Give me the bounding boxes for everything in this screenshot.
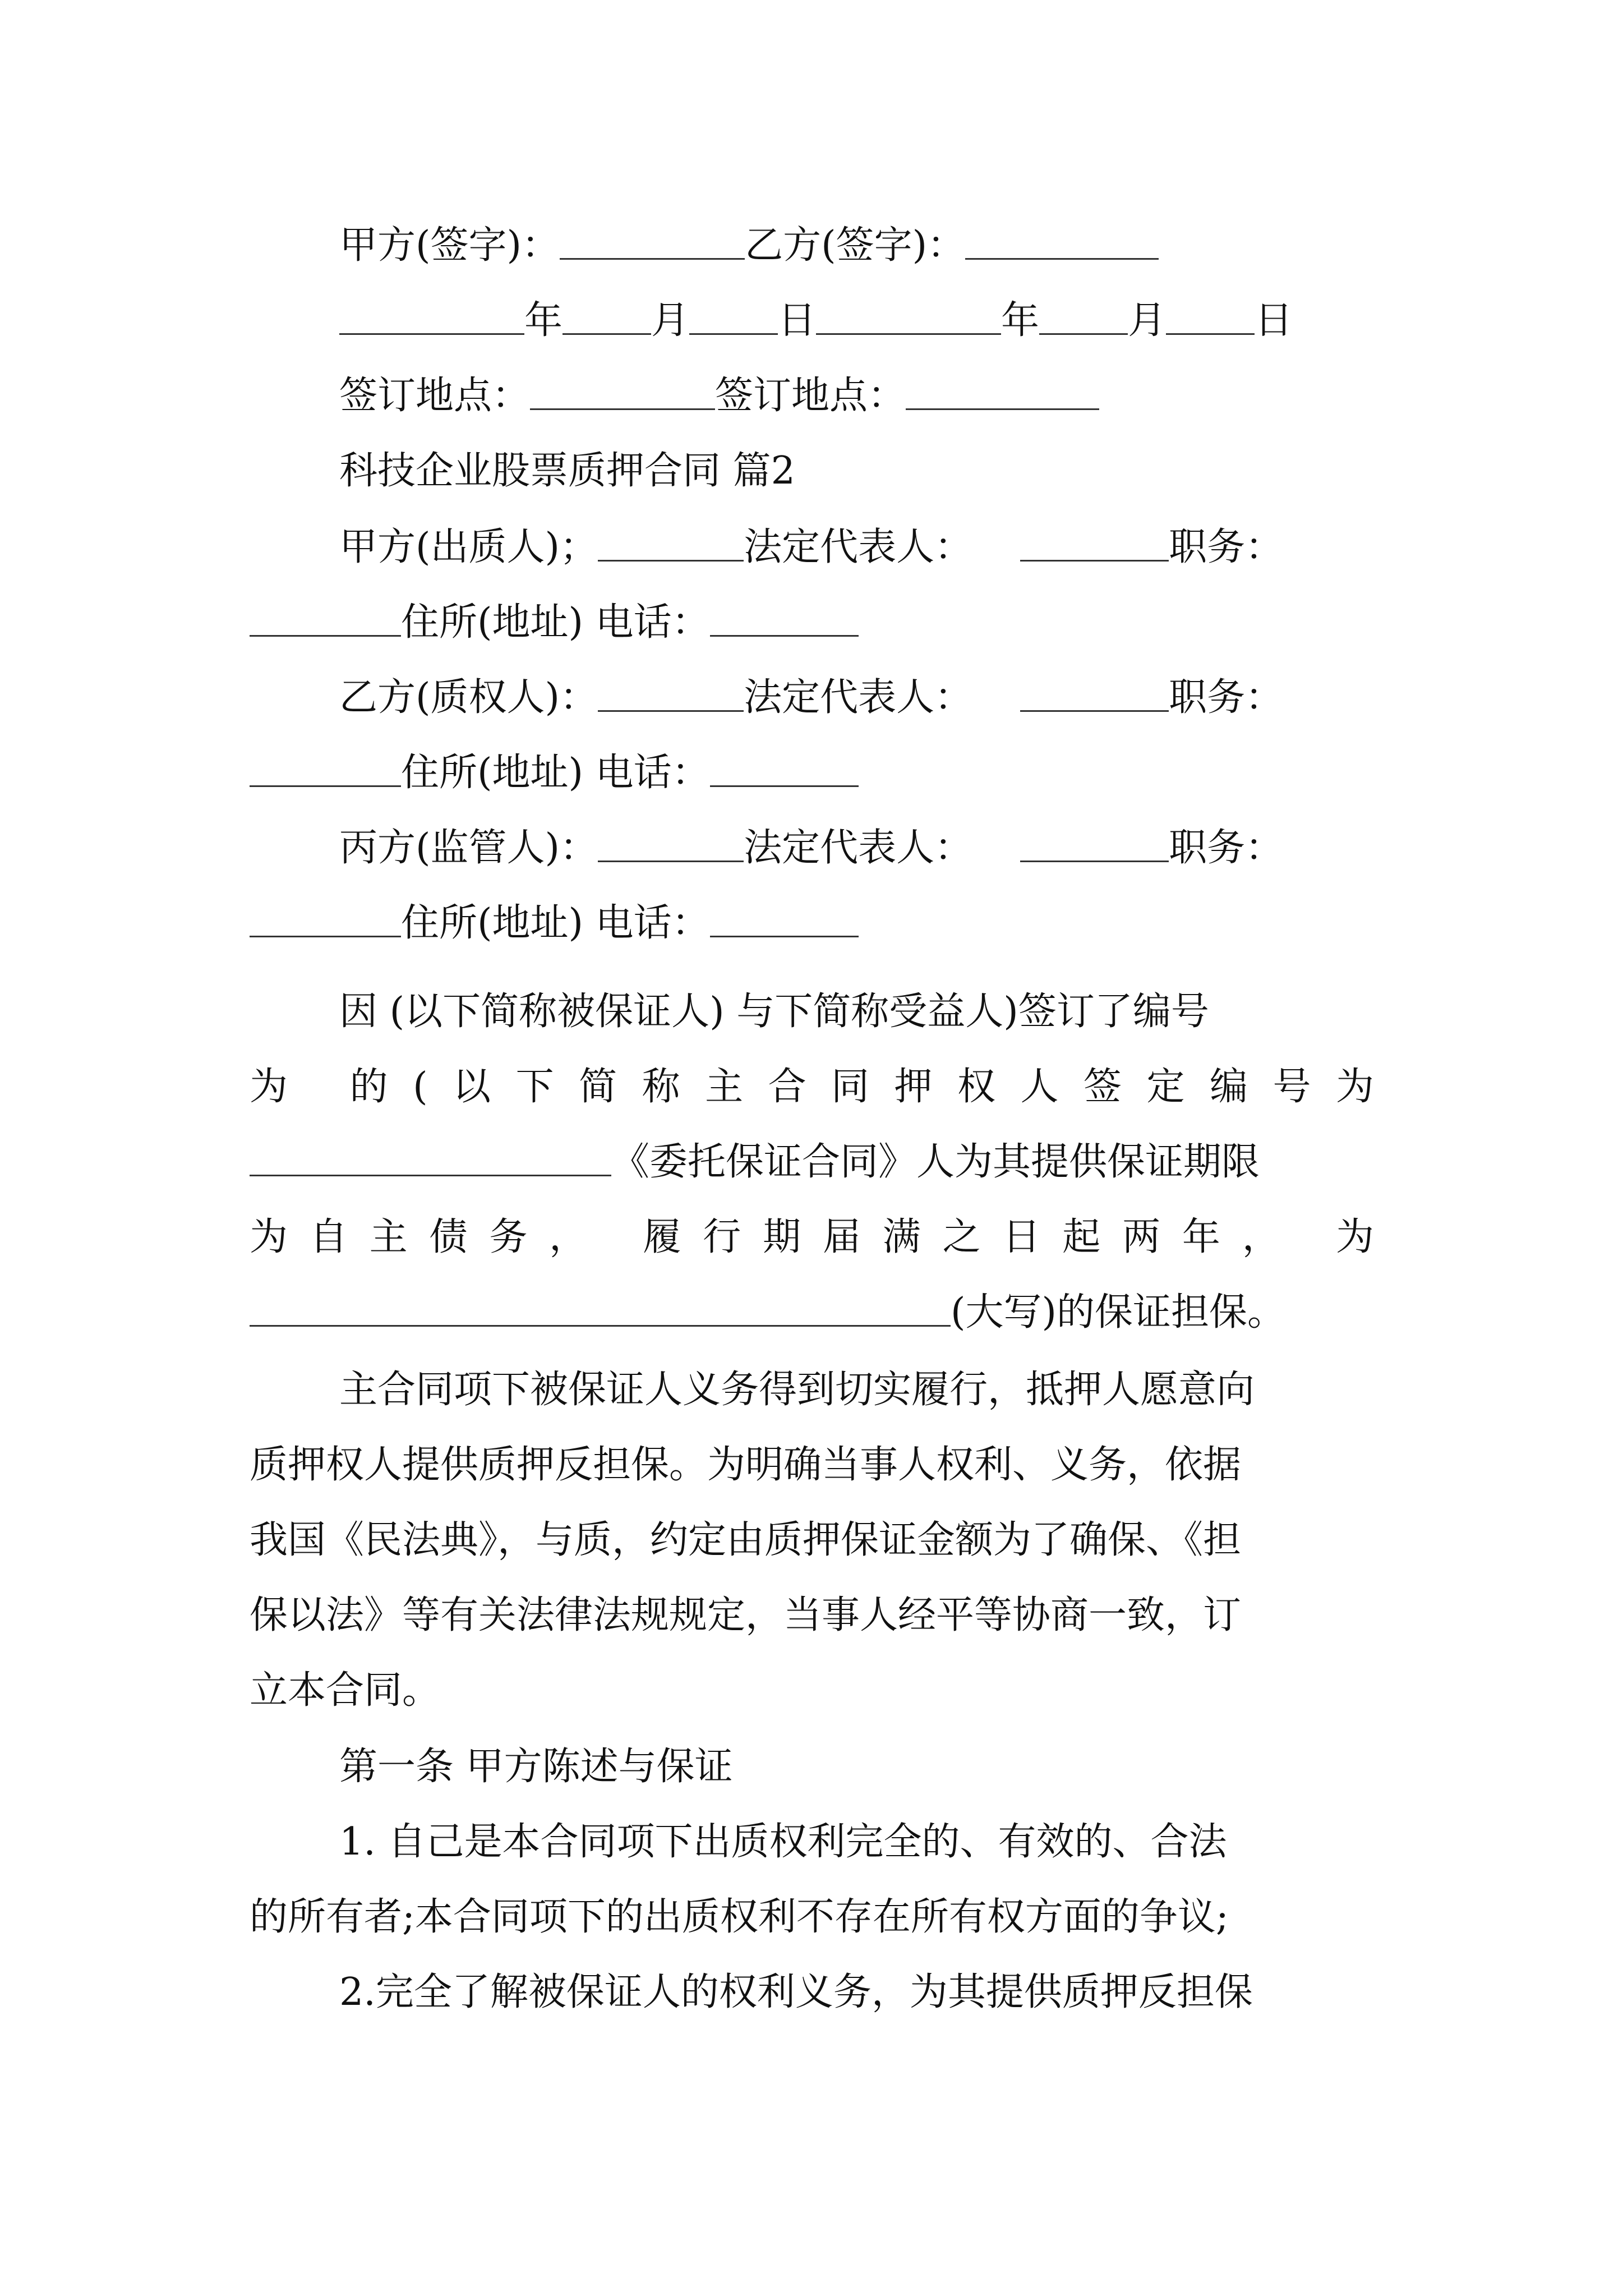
party-rep-label: 法定代表人： xyxy=(744,826,973,870)
party-rep-blank xyxy=(1020,664,1169,712)
day-blank xyxy=(1166,287,1255,335)
party-role: 乙方(质权人)： xyxy=(339,675,598,720)
party-address-label: 住所(地址) 电话： xyxy=(401,751,710,795)
purpose-line: 保以法》等有关法律法规规定，当事人经平等协商一致，订 xyxy=(250,1593,1242,1637)
preamble-line: 因 (以下简称被保证人) 与下简称受益人)签订了编号 xyxy=(339,990,1209,1034)
signature-line xyxy=(250,212,1374,279)
place-blank xyxy=(530,362,715,410)
preamble-line: 为 的(以下简称主合同押权人签定编号为 xyxy=(250,1065,1374,1109)
purpose-line: 质押权人提供质押反担保。为明确当事人权利、义务，依据 xyxy=(250,1443,1242,1487)
party-role: 丙方(监管人)： xyxy=(339,826,598,870)
party-phone-blank xyxy=(710,589,859,637)
party-duty-label: 职务： xyxy=(1169,826,1284,870)
party-rep-label: 法定代表人： xyxy=(744,525,973,569)
preamble-line xyxy=(250,1129,1374,1196)
year-blank xyxy=(816,287,1001,335)
party-row xyxy=(250,514,1374,581)
party-duty-blank xyxy=(250,739,401,787)
party-a-sign-label: 甲方(签字)： xyxy=(339,223,560,268)
party-name-blank xyxy=(598,514,744,562)
party-row xyxy=(250,664,1374,731)
place-label: 签订地点： xyxy=(339,374,531,418)
purpose-line: 我国《民法典》，与质，约定由质押保证金额为了确保、《担 xyxy=(250,1518,1242,1562)
place-blank xyxy=(906,362,1099,410)
party-name-blank xyxy=(598,664,744,712)
party-address-label: 住所(地址) 电话： xyxy=(401,600,710,645)
month-blank xyxy=(562,287,651,335)
party-role: 甲方(出质人)； xyxy=(339,525,598,569)
year-blank xyxy=(339,287,524,335)
article-title: 第一条 甲方陈述与保证 xyxy=(339,1745,733,1789)
party-b-sign-label: 乙方(签字)： xyxy=(745,223,966,268)
party-rep-label: 法定代表人： xyxy=(744,675,973,720)
party-address-label: 住所(地址) 电话： xyxy=(401,901,710,945)
preamble-text: (大写)的保证担保。 xyxy=(951,1290,1286,1335)
month-blank xyxy=(1039,287,1128,335)
purpose-line: 立本合同。 xyxy=(250,1668,441,1713)
purpose-line: 主合同项下被保证人义务得到切实履行，抵押人愿意向 xyxy=(339,1368,1255,1412)
article-item-line: 的所有者;本合同项下的出质权利不存在所有权方面的争议; xyxy=(250,1895,1229,1939)
party-a-sign-blank xyxy=(560,212,745,260)
preamble-text: 《委托保证合同》人为其提供保证期限 xyxy=(611,1140,1260,1184)
day-label: 日 xyxy=(1255,298,1293,343)
party-rep-blank xyxy=(1020,514,1169,562)
party-duty-label: 职务： xyxy=(1169,675,1284,720)
party-address-row xyxy=(250,589,1374,656)
year-label: 年 xyxy=(524,298,563,343)
party-name-blank xyxy=(598,815,744,862)
party-phone-blank xyxy=(710,890,859,937)
contract-number-blank xyxy=(250,1129,611,1176)
year-label: 年 xyxy=(1001,298,1040,343)
party-phone-blank xyxy=(710,739,859,787)
article-item-line: 2.完全了解被保证人的权利义务，为其提供质押反担保 xyxy=(339,1970,1253,2014)
place-label: 签订地点： xyxy=(715,374,906,418)
section-title: 科技企业股票质押合同 篇2 xyxy=(339,449,795,493)
party-address-row xyxy=(250,890,1374,957)
date-line xyxy=(250,287,1374,355)
amount-blank xyxy=(250,1279,951,1327)
place-line xyxy=(250,362,1374,430)
day-label: 日 xyxy=(778,298,817,343)
preamble-line xyxy=(250,1279,1374,1346)
party-duty-label: 职务： xyxy=(1169,525,1284,569)
month-label: 月 xyxy=(1128,298,1166,343)
party-duty-blank xyxy=(250,890,401,937)
party-row xyxy=(250,815,1374,882)
month-label: 月 xyxy=(651,298,690,343)
party-duty-blank xyxy=(250,589,401,637)
preamble-line: 为自主债务， 履行期届满之日起两年， 为 xyxy=(250,1215,1374,1259)
party-b-sign-blank xyxy=(965,212,1159,260)
article-item-line: 1. 自己是本合同项下出质权利完全的、有效的、合法 xyxy=(339,1820,1227,1864)
party-rep-blank xyxy=(1020,815,1169,862)
party-address-row xyxy=(250,739,1374,807)
day-blank xyxy=(689,287,778,335)
